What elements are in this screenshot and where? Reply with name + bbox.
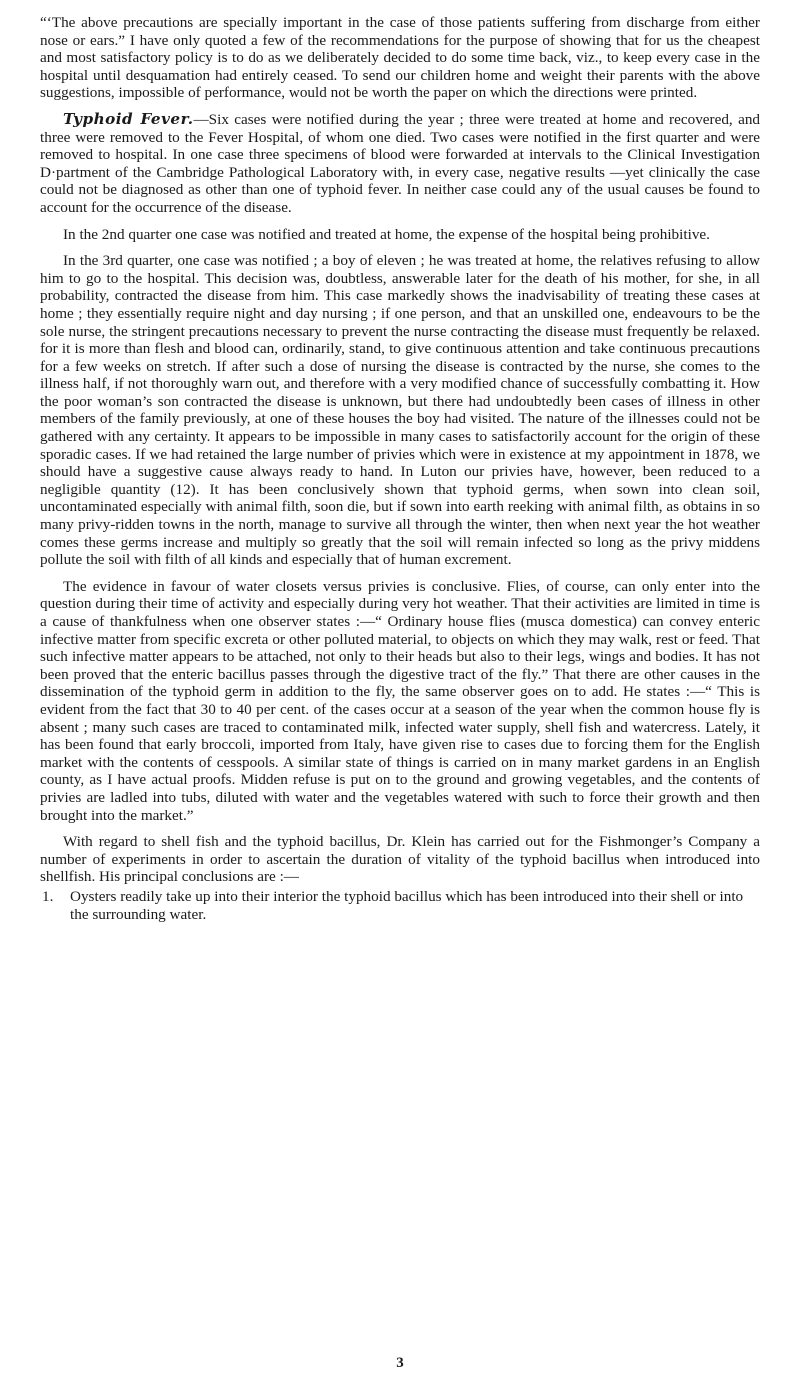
- conclusion-number: 1.: [42, 887, 54, 905]
- third-quarter-paragraph: In the 3rd quarter, one case was notified ; a boy of eleven ; he was treated at home, the relatives refusing to allow him to go to the hospital. This decision was, doubtless, answerable later for the death of his mother, for she, in all probability, contracted the disease from him. This case markedly shows the inadvisability of treating these cases at home ; they essentially require night and day nursing ; if one person, and that an unskilled one, endeavours to be the sole nurse, the stringent precautions necessary to prevent the nurse contracting the disease must frequently be relaxed. for it is more than flesh and blood can, ordinarily, stand, to give continuous attention and take continuous precautions for a few weeks on stretch. If after such a dose of nursing the disease is contracted by the nurse, she comes to the illness half, if not thoroughly warn out, and therefore with a very modified chance of successfully combatting it. How the poor woman’s son contracted the disease is unknown, but there had undoubtedly been cases of illness in other members of the family previously, at one of these houses the boy had visited. The nature of the illnesses could not be gathered with any certainty. It appears to be impossible in many cases to satisfactorily account for the origin of these sporadic cases. If we had retained the large number of privies which were in existence at my appointment in 1878, we should have a suggestive cause always ready to hand. In Luton our privies have, however, been reduced to a negligible quantity (12). It has been conclusively shown that typhoid germs, when sown into clean soil, uncontaminated especially with animal filth, soon die, but if sown into earth reeking with animal filth, as obtains in so many privy-ridden towns in the north, manage to survive all through the winter, then when next year the hot weather comes these germs increase and multiply so greatly that the soil will remain infected so long as the privy middens pollute the soil with filth of all kinds and especially that of human excrement.: [40, 252, 760, 569]
- water-closets-paragraph: The evidence in favour of water closets versus privies is conclusive. Flies, of course, can only enter into the question during their time of activity and especially during very hot weather. That their activities are limited in time is a cause of thankfulness when one observer states :—“ Ordinary house flies (musca domestica) can convey enteric infective matter from specific excreta or other polluted material, to objects on which they may walk, rest or feed. That such infective matter appears to be attached, not only to their heads but also to their legs, wings and bodies. It has not been proved that the enteric bacillus passes through the digestive tract of the fly.” That there are other causes in the dissemination of the typhoid germ in addition to the fly, the same observer goes on to add. He states :—“ This is evident from the fact that 30 to 40 per cent. of the cases occur at a season of the year when the common house fly is absent ; many such cases are traced to contaminated milk, infected water supply, shell fish and watercress. Lately, it has been found that early broccoli, imported from Italy, have given rise to cases due to forcing them for the English market with the contents of cesspools. A similar state of things is carried on in many market gardens in an English county, as I have actual proofs. Midden refuse is put on to the ground and growing vegetables, and the contents of privies are ladled into tubs, diluted with water and the vegetables watered with such to force their growth and then brought into the market.”: [40, 577, 760, 824]
- page-number: 3: [396, 1355, 404, 1371]
- conclusion-list-item: [40, 888, 760, 923]
- typhoid-fever-paragraph: [40, 111, 760, 217]
- conclusion-text: Oysters readily take up into their interior the typhoid bacillus which has been introduced into their shell or into the surrounding water.: [70, 887, 744, 923]
- intro-quote-paragraph: “‘The above precautions are specially important in the case of those patients suffering from discharge from either nose or ears.” I have only quoted a few of the recommendations for the purpose of showing that for us the cheapest and most satisfactory policy is to do as we deliberately decided to do some time back, viz., to keep every case in the hospital until desquamation had entirely ceased. To send our children home and weight their parents with the above suggestions, impossible of performance, would not be worth the paper on which the directions were printed.: [40, 14, 760, 102]
- shell-fish-paragraph: With regard to shell fish and the typhoid bacillus, Dr. Klein has carried out for the Fishmonger’s Company a number of experiments in order to ascertain the duration of vitality of the typhoid bacillus when introduced into shellfish. His principal conclusions are :—: [40, 833, 760, 886]
- section-heading-typhoid-fever: Typhoid Fever.: [63, 109, 194, 128]
- second-quarter-paragraph: In the 2nd quarter one case was notified and treated at home, the expense of the hospital being prohibitive.: [63, 225, 710, 243]
- document-page: [40, 14, 760, 923]
- typhoid-paragraph-text: —Six cases were notified during the year ; three were treated at home and recovered, and three were removed to the Fever Hospital, of whom one died. Two cases were notified in the first quarter and were removed to hospital. In one case three specimens of blood were forwarded at intervals to the Clinical Investigation D·partment of the Cambridge Pathological Laboratory with, in every case, negative results —yet clinically the case could not be diagnosed as other than one of typhoid fever. In neither case could any of the usual causes be found to account for the occurrence of the disease.: [40, 110, 761, 216]
